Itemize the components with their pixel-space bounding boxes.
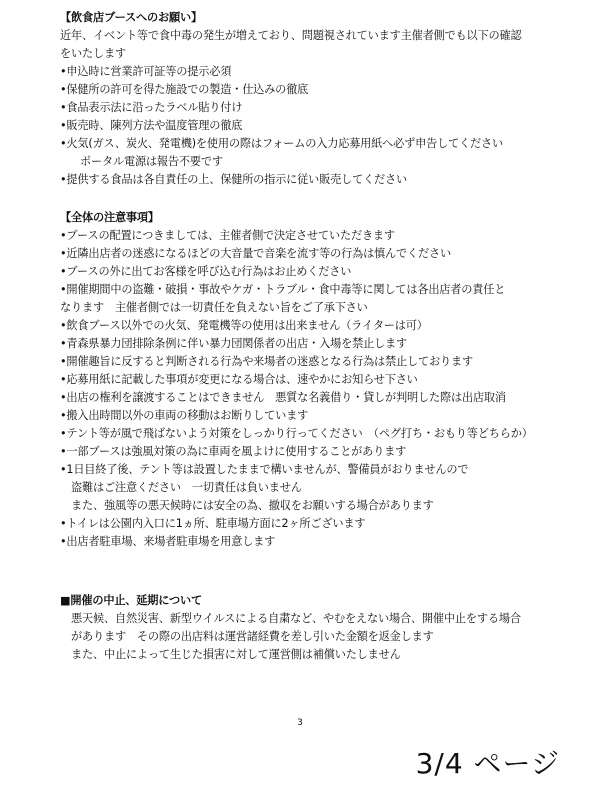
- body-line: また、中止によって生じた損害に対して運営側は補償いたしません: [71, 648, 401, 661]
- bullet-item: •飲食ブース以外での火気、発電機等の使用は出来ません（ライターは可）: [60, 319, 428, 332]
- bullet-item: •1日目終了後、テント等は設置したままで構いませんが、警備員がおりませんので: [60, 463, 469, 476]
- bullet-item: •申込時に営業許可証等の提示必須: [60, 65, 232, 78]
- bullet-item: •出店の権利を譲渡することはできません 悪質な名義借り・貸しが判明した際は出店取消: [60, 391, 506, 404]
- bullet-item: •近隣出店者の迷惑になるほどの大音量で音楽を流す等の行為は慎んでください: [60, 247, 451, 260]
- section-heading: 【全体の注意事項】: [60, 211, 159, 224]
- bullet-item: •開催趣旨に反すると判断される行為や来場者の迷惑となる行為は禁止しております: [60, 355, 473, 368]
- bullet-item: •開催期間中の盗難・破損・事故やケガ・トラブル・食中毒等に関しては各出店者の責任と: [60, 283, 506, 296]
- bullet-item: •販売時、陳列方法や温度管理の徹底: [60, 119, 243, 132]
- body-line: があります その際の出店料は運営諸経費を差し引いた金額を返金します: [71, 630, 434, 643]
- section-cancellation: [60, 592, 580, 664]
- bullet-item: •ブースの配置につきましては、主催者側で決定させていただきます: [60, 229, 395, 242]
- bullet-item: •テント等が風で飛ばないよう対策をしっかり行ってください （ペグ打ち・おもり等どちらか）: [60, 427, 533, 440]
- bullet-item: •火気(ガス、炭火、発電機)を使用の際はフォームの入力応募用紙へ必ず申告してください: [60, 137, 504, 150]
- bullet-item: •一部ブースは強風対策の為に車両を風よけに使用することがあります: [60, 445, 407, 458]
- bullet-continuation: 盗難はご注意ください 一切責任は負いません: [71, 481, 302, 494]
- page-number: 3: [297, 718, 303, 728]
- bullet-item: •出店者駐車場、来場者駐車場を用意します: [60, 535, 276, 548]
- body-line: をいたします: [60, 47, 126, 60]
- bullet-item: •青森県暴力団排除条例に伴い暴力団関係者の出店・入場を禁止します: [60, 337, 408, 350]
- bullet-item: •提供する食品は各自責任の上、保健所の指示に従い販売してください: [60, 173, 408, 186]
- bullet-item: •食品表示法に沿ったラベル貼り付け: [60, 101, 243, 114]
- bullet-item: •ブースの外に出てお客様を呼び込む行為はお止めください: [60, 265, 352, 278]
- section-food-booth: [60, 9, 580, 189]
- section-general-notes: [60, 209, 580, 551]
- bullet-item: •トイレは公園内入口に1ヵ所、駐車場方面に2ヶ所ございます: [60, 517, 366, 530]
- section-heading: 【飲食店ブースへのお願い】: [60, 11, 202, 24]
- body-line: 近年、イベント等で食中毒の発生が増えており、問題視されています主催者側でも以下の確認: [60, 29, 522, 42]
- bullet-item: •搬入出時間以外の車両の移動はお断りしています: [60, 409, 309, 422]
- bullet-continuation: また、強風等の悪天候時には安全の為、撤収をお願いする場合があります: [71, 499, 434, 512]
- body-line: 悪天候、自然災害、新型ウイルスによる自粛など、やむをえない場合、開催中止をする場合: [71, 612, 521, 625]
- bullet-continuation: なります 主催者側では一切責任を負えない旨をご了承下さい: [60, 301, 368, 314]
- bullet-item: •応募用紙に記載した事項が変更になる場合は、速やかにお知らせ下さい: [60, 373, 418, 386]
- section-heading: ■開催の中止、延期について: [60, 594, 202, 607]
- bullet-item: •保健所の許可を得た施設での製造・仕込みの徹底: [60, 83, 309, 96]
- page-indicator: 3/4 ページ: [415, 747, 560, 780]
- bullet-continuation: ポータル電源は報告不要です: [80, 155, 223, 168]
